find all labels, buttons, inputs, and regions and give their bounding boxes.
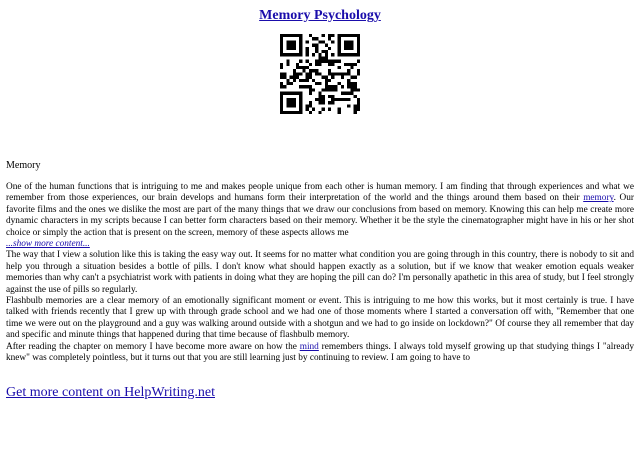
paragraph-4-text-a: After reading the chapter on memory I have become more aware on how the (6, 341, 300, 352)
title-container (6, 0, 634, 26)
document-label: Memory (6, 160, 41, 171)
paragraph-3: Flashbulb memories are a clear memory of an emotionally significant moment or event. This is intriguing to me how this works, but it most certainly is true. I have talked with friends recently that I grew up with through grade school and we had one of those moments where I started a conversation off with, "Remember that one time we were out on the playground and a guy was walking around outside with a shotgun and we had to go inside on lockdown?" Of course they all remember that day and specific and minute things that happened during that time because of flashbulb memory. (6, 296, 634, 341)
document-body (6, 182, 634, 365)
paragraph-1-text-a: One of the human functions that is intriguing to me and makes people unique from each other is human memory. I am finding that through experiences and what we remember from those experiences, our brain develops and humans form their interpretation of the world and the things around them based on their (6, 182, 634, 204)
get-more-content-link[interactable]: Get more content on HelpWriting.net (6, 384, 215, 400)
qr-code-icon (280, 34, 360, 114)
paragraph-1-text-b: . Our favorite films and the ones we dislike the most are part of the many things that we draw our conclusions from based on memory. Knowing this can help me create more dynamic characters in my scripts because I can better form characters based on their memory. Whether it be the style the cinematographer might have in his or her shot choice or simply the action that is present on the screen, memory of these aspects allows me (6, 193, 634, 238)
paragraph-4 (6, 342, 634, 365)
paragraph-2: The way that I view a solution like this is taking the easy way out. It seems for no matter what condition you are going through in this country, there is nobody to sit and help you through a situation besides a bottle of pills. I don't know what should happen exactly as a solution, but if we know that weaker emotion equals weaker memories than why can't a psychiatrist work with patients in doing what they are hoping the pill can do? I'm personally apathetic in this area of study, but I feel strongly against the use of pills so regularly. (6, 250, 634, 295)
document-title-link[interactable]: Memory Psychology (259, 8, 381, 23)
paragraph-4-text-b: remembers things. I always told myself growing up that studying things I "already knew" was completely pointless, but it turns out that you are still learning just by continuing to review. I am going to have to (6, 341, 634, 364)
mind-link[interactable]: mind (299, 341, 319, 352)
show-more-link[interactable]: ...show more content... (6, 239, 90, 250)
cta-container (6, 385, 634, 401)
qr-code-container (6, 34, 634, 116)
memory-link[interactable]: memory (583, 193, 614, 204)
paragraph-1 (6, 182, 634, 239)
show-more-row (6, 239, 634, 250)
